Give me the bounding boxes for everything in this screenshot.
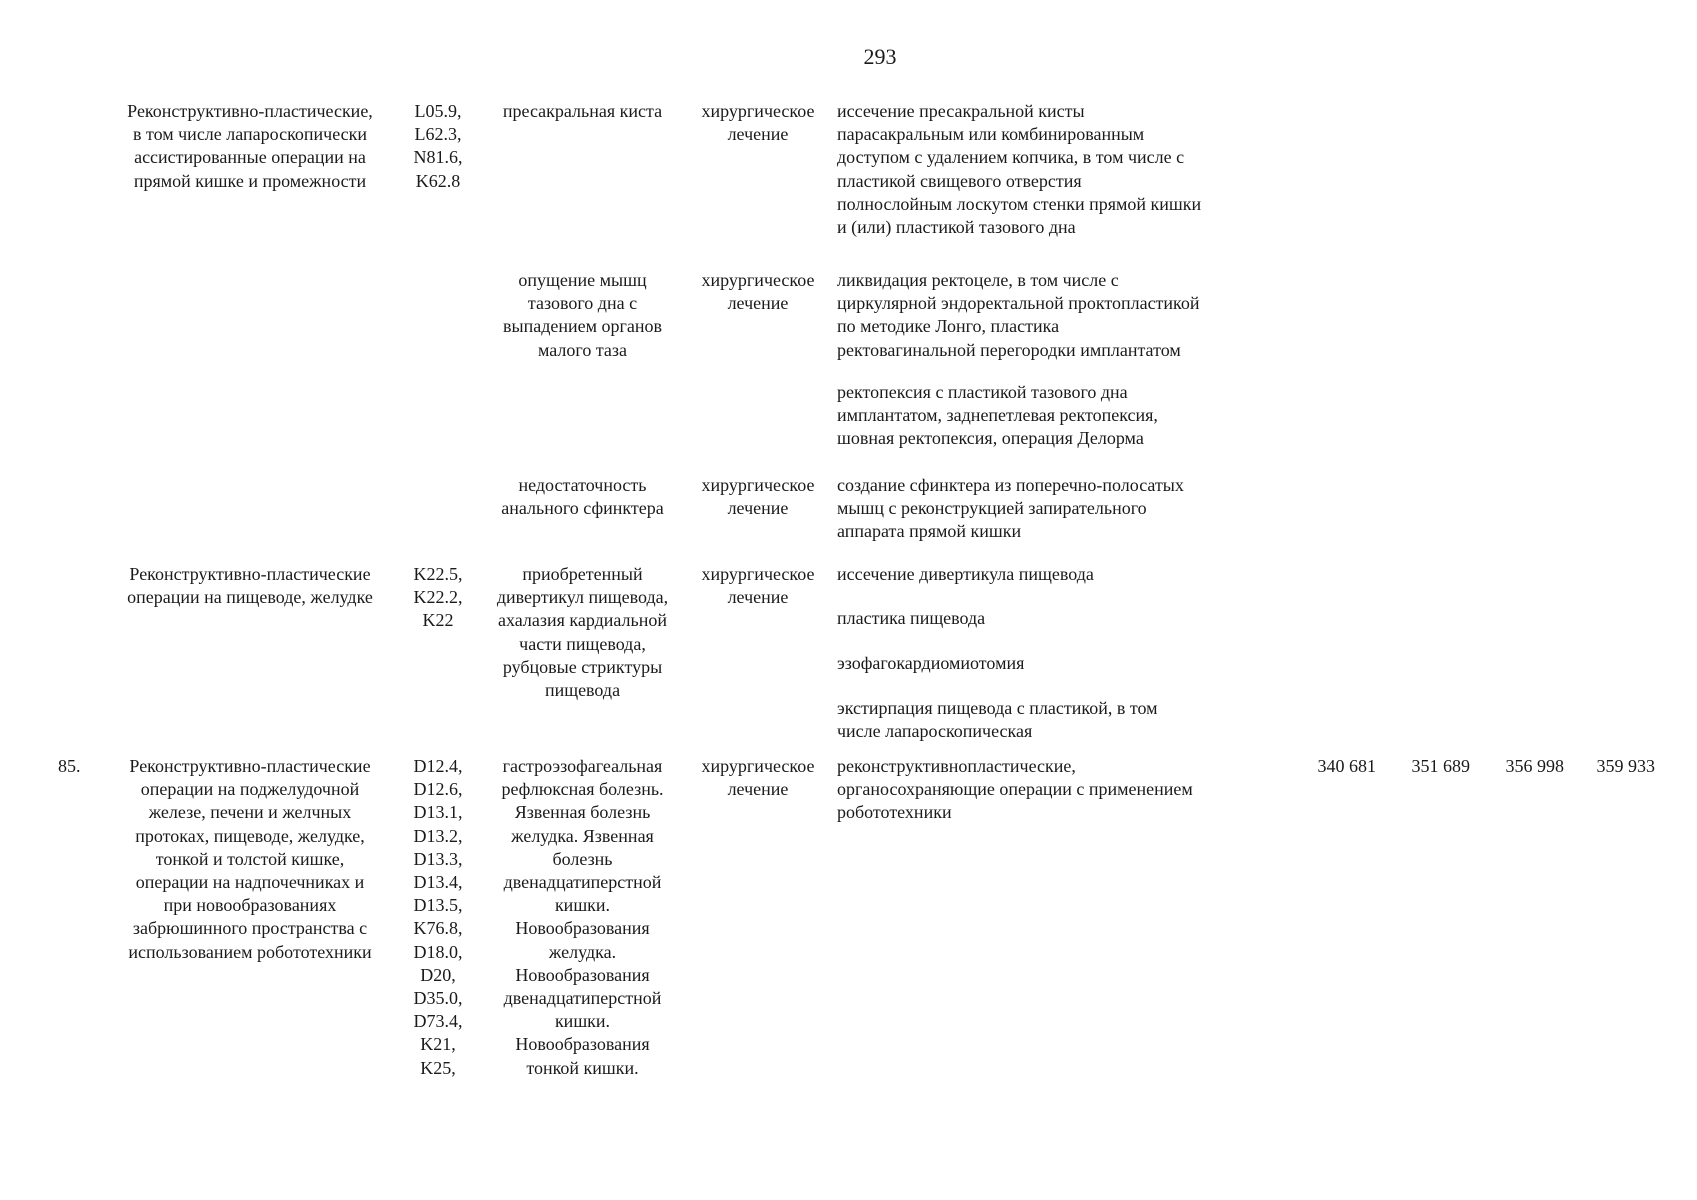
treatment-method-line: иссечение дивертикула пищевода [837, 564, 1094, 584]
icd-codes-line: D13.3, [413, 848, 463, 869]
procedure-group-name-line: Реконструктивно-пластические [129, 756, 371, 776]
treatment-method [837, 652, 1277, 675]
disease-model-line: ахалазия кардиальной [497, 610, 667, 631]
cost-value-3: 356 998 [1505, 756, 1564, 776]
treatment-type-line: хирургическое [701, 101, 815, 121]
treatment-method [837, 381, 1277, 451]
treatment-method-line: числе лапароскопическая [837, 721, 1033, 742]
icd-codes-line: D73.4, [413, 1011, 463, 1032]
treatment-method-line: экстирпация пищевода с пластикой, в том [837, 698, 1158, 718]
treatment-type [693, 474, 823, 520]
treatment-method-line: робототехники [837, 802, 952, 823]
treatment-method-line: аппарата прямой кишки [837, 521, 1022, 542]
row-number: 85. [58, 756, 81, 776]
procedure-group-name-line: Реконструктивно-пластические, [127, 101, 373, 121]
icd-codes-line: D13.5, [413, 895, 463, 916]
icd-codes-line: L62.3, [414, 124, 462, 145]
treatment-method-line: пластикой свищевого отверстия [837, 170, 1082, 191]
icd-codes-line: D20, [420, 964, 456, 985]
treatment-method-line: создание сфинктера из поперечно-полосатых [837, 475, 1184, 495]
treatment-method-line: ликвидация ректоцеле, в том числе с [837, 270, 1119, 290]
procedure-group-name-line: операции на пищеводе, желудке [127, 587, 373, 608]
disease-model-line: желудка. [548, 941, 617, 962]
treatment-method-line: ректовагинальной перегородки имплантатом [837, 339, 1181, 360]
icd-codes [403, 755, 473, 1080]
disease-model-line: Новообразования [515, 918, 650, 939]
procedure-group-name-line: прямой кишке и промежности [133, 170, 367, 191]
treatment-type [693, 100, 823, 146]
disease-model-line: Новообразования [515, 1034, 650, 1055]
icd-codes [403, 563, 473, 633]
treatment-type-line: хирургическое [701, 475, 815, 495]
treatment-method [837, 100, 1277, 239]
icd-codes-line: K22 [422, 610, 454, 631]
treatment-method-line: доступом с удалением копчика, в том числе с [837, 147, 1185, 168]
treatment-method [837, 474, 1277, 544]
disease-model [480, 563, 685, 702]
icd-codes-line: K22.2, [413, 587, 463, 608]
disease-model-line: тазового дна с [527, 293, 638, 314]
disease-model-line: двенадцатиперстной [503, 872, 662, 893]
icd-codes-line: K21, [420, 1034, 456, 1055]
disease-model-line: рефлюксная болезнь. [501, 779, 664, 800]
icd-codes-line: K62.8 [415, 170, 461, 191]
disease-model-line: анального сфинктера [501, 498, 664, 519]
treatment-method [837, 755, 1277, 825]
disease-model [480, 100, 685, 123]
icd-codes-line: D12.4, [413, 756, 463, 776]
disease-model-line: двенадцатиперстной [503, 988, 662, 1009]
treatment-type-line: лечение [727, 293, 789, 314]
disease-model-line: пресакральная киста [502, 101, 663, 121]
procedure-group-name [106, 755, 394, 964]
treatment-method [837, 697, 1277, 743]
treatment-method-line: ректопексия с пластикой тазового дна [837, 382, 1128, 402]
disease-model-line: части пищевода, [519, 633, 646, 654]
cost-value-1: 340 681 [1317, 756, 1376, 776]
procedure-group-name [106, 100, 394, 193]
treatment-method-line: имплантатом, заднепетлевая ректопексия, [837, 405, 1158, 426]
treatment-method-line: полнослойным лоскутом стенки прямой кишки [837, 193, 1202, 214]
icd-codes-line: D13.1, [413, 802, 463, 823]
treatment-method [837, 563, 1277, 586]
disease-model-line: пищевода [544, 680, 621, 701]
procedure-group-name-line: протоках, пищеводе, желудке, [135, 825, 365, 846]
treatment-method-line: реконструктивнопластические, [837, 756, 1076, 776]
icd-codes-line: D13.4, [413, 872, 463, 893]
treatment-method-line: шовная ректопексия, операция Делорма [837, 428, 1144, 449]
treatment-method-line: пластика пищевода [837, 608, 986, 628]
disease-model-line: кишки. [554, 1011, 611, 1032]
treatment-method-line: циркулярной эндоректальной проктопластикой [837, 293, 1200, 314]
icd-codes-line: K25, [420, 1057, 456, 1078]
disease-model-line: Новообразования [515, 964, 650, 985]
disease-model-line: выпадением органов [502, 316, 662, 337]
procedure-group-name-line: железе, печени и желчных [148, 802, 352, 823]
treatment-method-line: органосохраняющие операции с применением [837, 779, 1193, 800]
treatment-type-line: хирургическое [701, 756, 815, 776]
disease-model-line: Язвенная болезнь [514, 802, 651, 823]
treatment-type-line: хирургическое [701, 564, 815, 584]
procedure-group-name-line: ассистированные операции на [134, 147, 366, 168]
treatment-method-line: по методике Лонго, пластика [837, 316, 1060, 337]
disease-model-line: малого таза [537, 339, 627, 360]
disease-model [480, 474, 685, 520]
disease-model-line: гастроэзофагеальная [502, 756, 663, 776]
treatment-method [837, 607, 1277, 630]
treatment-method [837, 269, 1277, 362]
treatment-type-line: лечение [727, 779, 789, 800]
disease-model [480, 755, 685, 1080]
cost-value-4: 359 933 [1596, 756, 1655, 776]
disease-model-line: приобретенный [522, 564, 643, 584]
treatment-type [693, 563, 823, 609]
treatment-type-line: хирургическое [701, 270, 815, 290]
disease-model-line: опущение мышц [518, 270, 647, 290]
treatment-method-line: мышц с реконструкцией запирательного [837, 498, 1147, 519]
treatment-type-line: лечение [727, 587, 789, 608]
disease-model-line: болезнь [552, 848, 613, 869]
procedure-group-name-line: тонкой и толстой кишке, [155, 848, 345, 869]
icd-codes-line: D13.2, [413, 825, 463, 846]
disease-model-line: желудка. Язвенная [511, 825, 654, 846]
icd-codes [403, 100, 473, 193]
treatment-type-line: лечение [727, 124, 789, 145]
disease-model-line: кишки. [554, 895, 611, 916]
disease-model-line: тонкой кишки. [526, 1057, 639, 1078]
treatment-type [693, 269, 823, 315]
procedure-group-name-line: забрюшинного пространства с [132, 918, 368, 939]
treatment-method-line: иссечение пресакральной кисты [837, 101, 1085, 121]
icd-codes-line: N81.6, [413, 147, 463, 168]
procedure-group-name-line: в том числе лапароскопически [132, 124, 368, 145]
cost-value-2: 351 689 [1411, 756, 1470, 776]
icd-codes-line: K22.5, [413, 564, 463, 584]
disease-model-line: рубцовые стриктуры [502, 656, 663, 677]
treatment-method-line: эзофагокардиомиотомия [837, 653, 1025, 673]
disease-model-line: дивертикул пищевода, [496, 587, 669, 608]
icd-codes-line: D35.0, [413, 988, 463, 1009]
procedure-group-name-line: при новообразованиях [163, 895, 337, 916]
treatment-method-line: и (или) пластикой тазового дна [837, 217, 1076, 238]
procedure-group-name-line: Реконструктивно-пластические [129, 564, 371, 584]
disease-model-line: недостаточность [518, 475, 647, 495]
icd-codes-line: L05.9, [414, 101, 462, 121]
icd-codes-line: D12.6, [413, 779, 463, 800]
procedure-group-name-line: операции на поджелудочной [140, 779, 360, 800]
icd-codes-line: D18.0, [413, 941, 463, 962]
disease-model [480, 269, 685, 362]
page-number: 293 [863, 44, 897, 69]
treatment-type [693, 755, 823, 801]
treatment-method-line: парасакральным или комбинированным [837, 124, 1145, 145]
procedure-group-name-line: использованием робототехники [128, 941, 372, 962]
procedure-group-name-line: операции на надпочечниках и [135, 872, 365, 893]
icd-codes-line: K76.8, [413, 918, 463, 939]
procedure-group-name [106, 563, 394, 609]
treatment-type-line: лечение [727, 498, 789, 519]
